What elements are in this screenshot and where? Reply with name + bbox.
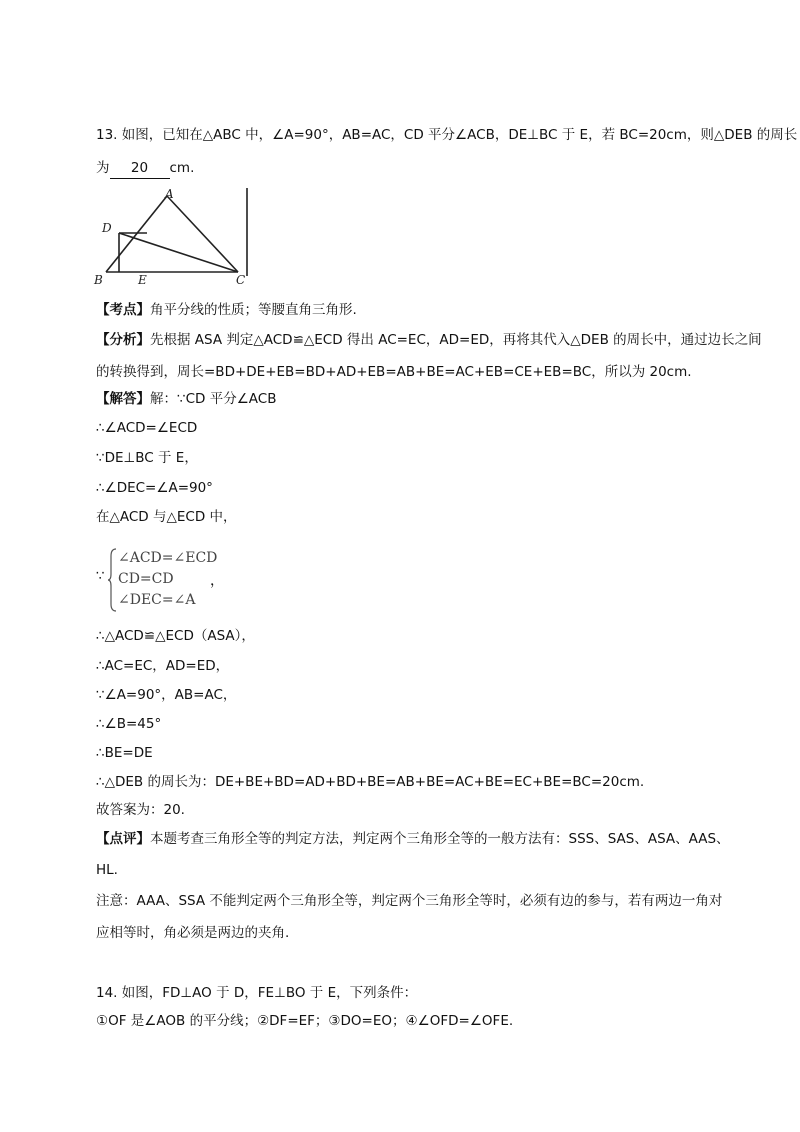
kaodian-line <box>96 300 357 320</box>
jieda-tag: 【解答】 <box>96 391 150 407</box>
q13-prefix: 为 <box>96 160 110 176</box>
q13-line1: 13. 如图，已知在△ABC 中，∠A=90°，AB=AC，CD 平分∠ACB，DE⊥BC 于 E，若 BC=20cm，则△DEB 的周长 <box>96 127 798 143</box>
jieda-after-1: ∴△ACD≌△ECD（ASA）， <box>96 628 255 644</box>
jieda-after-4: ∴∠B=45° <box>96 716 162 732</box>
q14-line2: ①OF 是∠AOB 的平分线；②DF=EF；③DO=EO；④∠OFD=∠OFE. <box>96 1013 514 1029</box>
q13-answer-blank: 20 <box>110 158 170 179</box>
dianping-tag: 【点评】 <box>96 831 150 847</box>
because-symbol: ∵ <box>96 568 105 584</box>
jieda-after-3: ∵∠A=90°，AB=AC， <box>96 687 237 703</box>
dianping-text1: 本题考查三角形全等的判定方法，判定两个三角形全等的一般方法有：SSS、SAS、ASA、AAS、 <box>150 831 730 847</box>
jieda-line5: 在△ACD 与△ECD 中， <box>96 509 237 525</box>
label-a: A <box>165 187 174 201</box>
brace-row-1: ∠ACD=∠ECD <box>118 550 218 566</box>
left-brace-icon <box>108 548 118 612</box>
jieda-line1 <box>96 389 277 409</box>
fenxi-text1: 先根据 ASA 判定△ACD≌△ECD 得出 AC=EC，AD=ED，再将其代入△DEB 的周长中，通过边长之间 <box>150 332 762 348</box>
fenxi-line2: 的转换得到，周长=BD+DE+EB=BD+AD+EB=AB+BE=AC+EB=CE+EB=BC，所以为 20cm. <box>96 364 692 380</box>
brace-row-3: ∠DEC=∠A <box>118 592 196 608</box>
fenxi-line1 <box>96 330 762 350</box>
jieda-after-2: ∴AC=EC，AD=ED， <box>96 658 230 674</box>
q13-line2 <box>96 158 194 179</box>
side-ab <box>106 196 167 272</box>
label-e: E <box>138 273 147 286</box>
dianping-note2: 应相等时，角必须是两边的夹角. <box>96 925 290 941</box>
dianping-line1 <box>96 829 730 849</box>
label-b: B <box>94 273 103 286</box>
fenxi-tag: 【分析】 <box>96 332 150 348</box>
kaodian-tag: 【考点】 <box>96 302 150 318</box>
kaodian-text: 角平分线的性质；等腰直角三角形. <box>150 302 357 318</box>
label-d: D <box>102 221 112 235</box>
q13-suffix: cm. <box>169 160 195 176</box>
q14-line1: 14. 如图，FD⊥AO 于 D，FE⊥BO 于 E，下列条件： <box>96 985 418 1001</box>
brace-comma: ， <box>210 573 224 589</box>
jieda-after-6: ∴△DEB 的周长为：DE+BE+BD=AD+BD+BE=AB+BE=AC+BE=EC+BE=BC=20cm. <box>96 774 645 790</box>
jieda-after-7: 故答案为：20. <box>96 802 185 818</box>
jieda-line3: ∵DE⊥BC 于 E， <box>96 450 198 466</box>
dianping-line2: HL. <box>96 862 118 878</box>
label-c: C <box>236 273 246 286</box>
jieda-after-5: ∴BE=DE <box>96 745 153 761</box>
jieda-text: 解：∵CD 平分∠ACB <box>150 391 277 407</box>
jieda-line2: ∴∠ACD=∠ECD <box>96 420 198 436</box>
triangle-figure <box>92 186 254 286</box>
dianping-note1: 注意：AAA、SSA 不能判定两个三角形全等，判定两个三角形全等时，必须有边的参与，若有两边一角对 <box>96 893 723 909</box>
condition-brace-group <box>96 548 276 612</box>
brace-row-2: CD=CD <box>118 571 174 587</box>
jieda-line4: ∴∠DEC=∠A=90° <box>96 480 213 496</box>
